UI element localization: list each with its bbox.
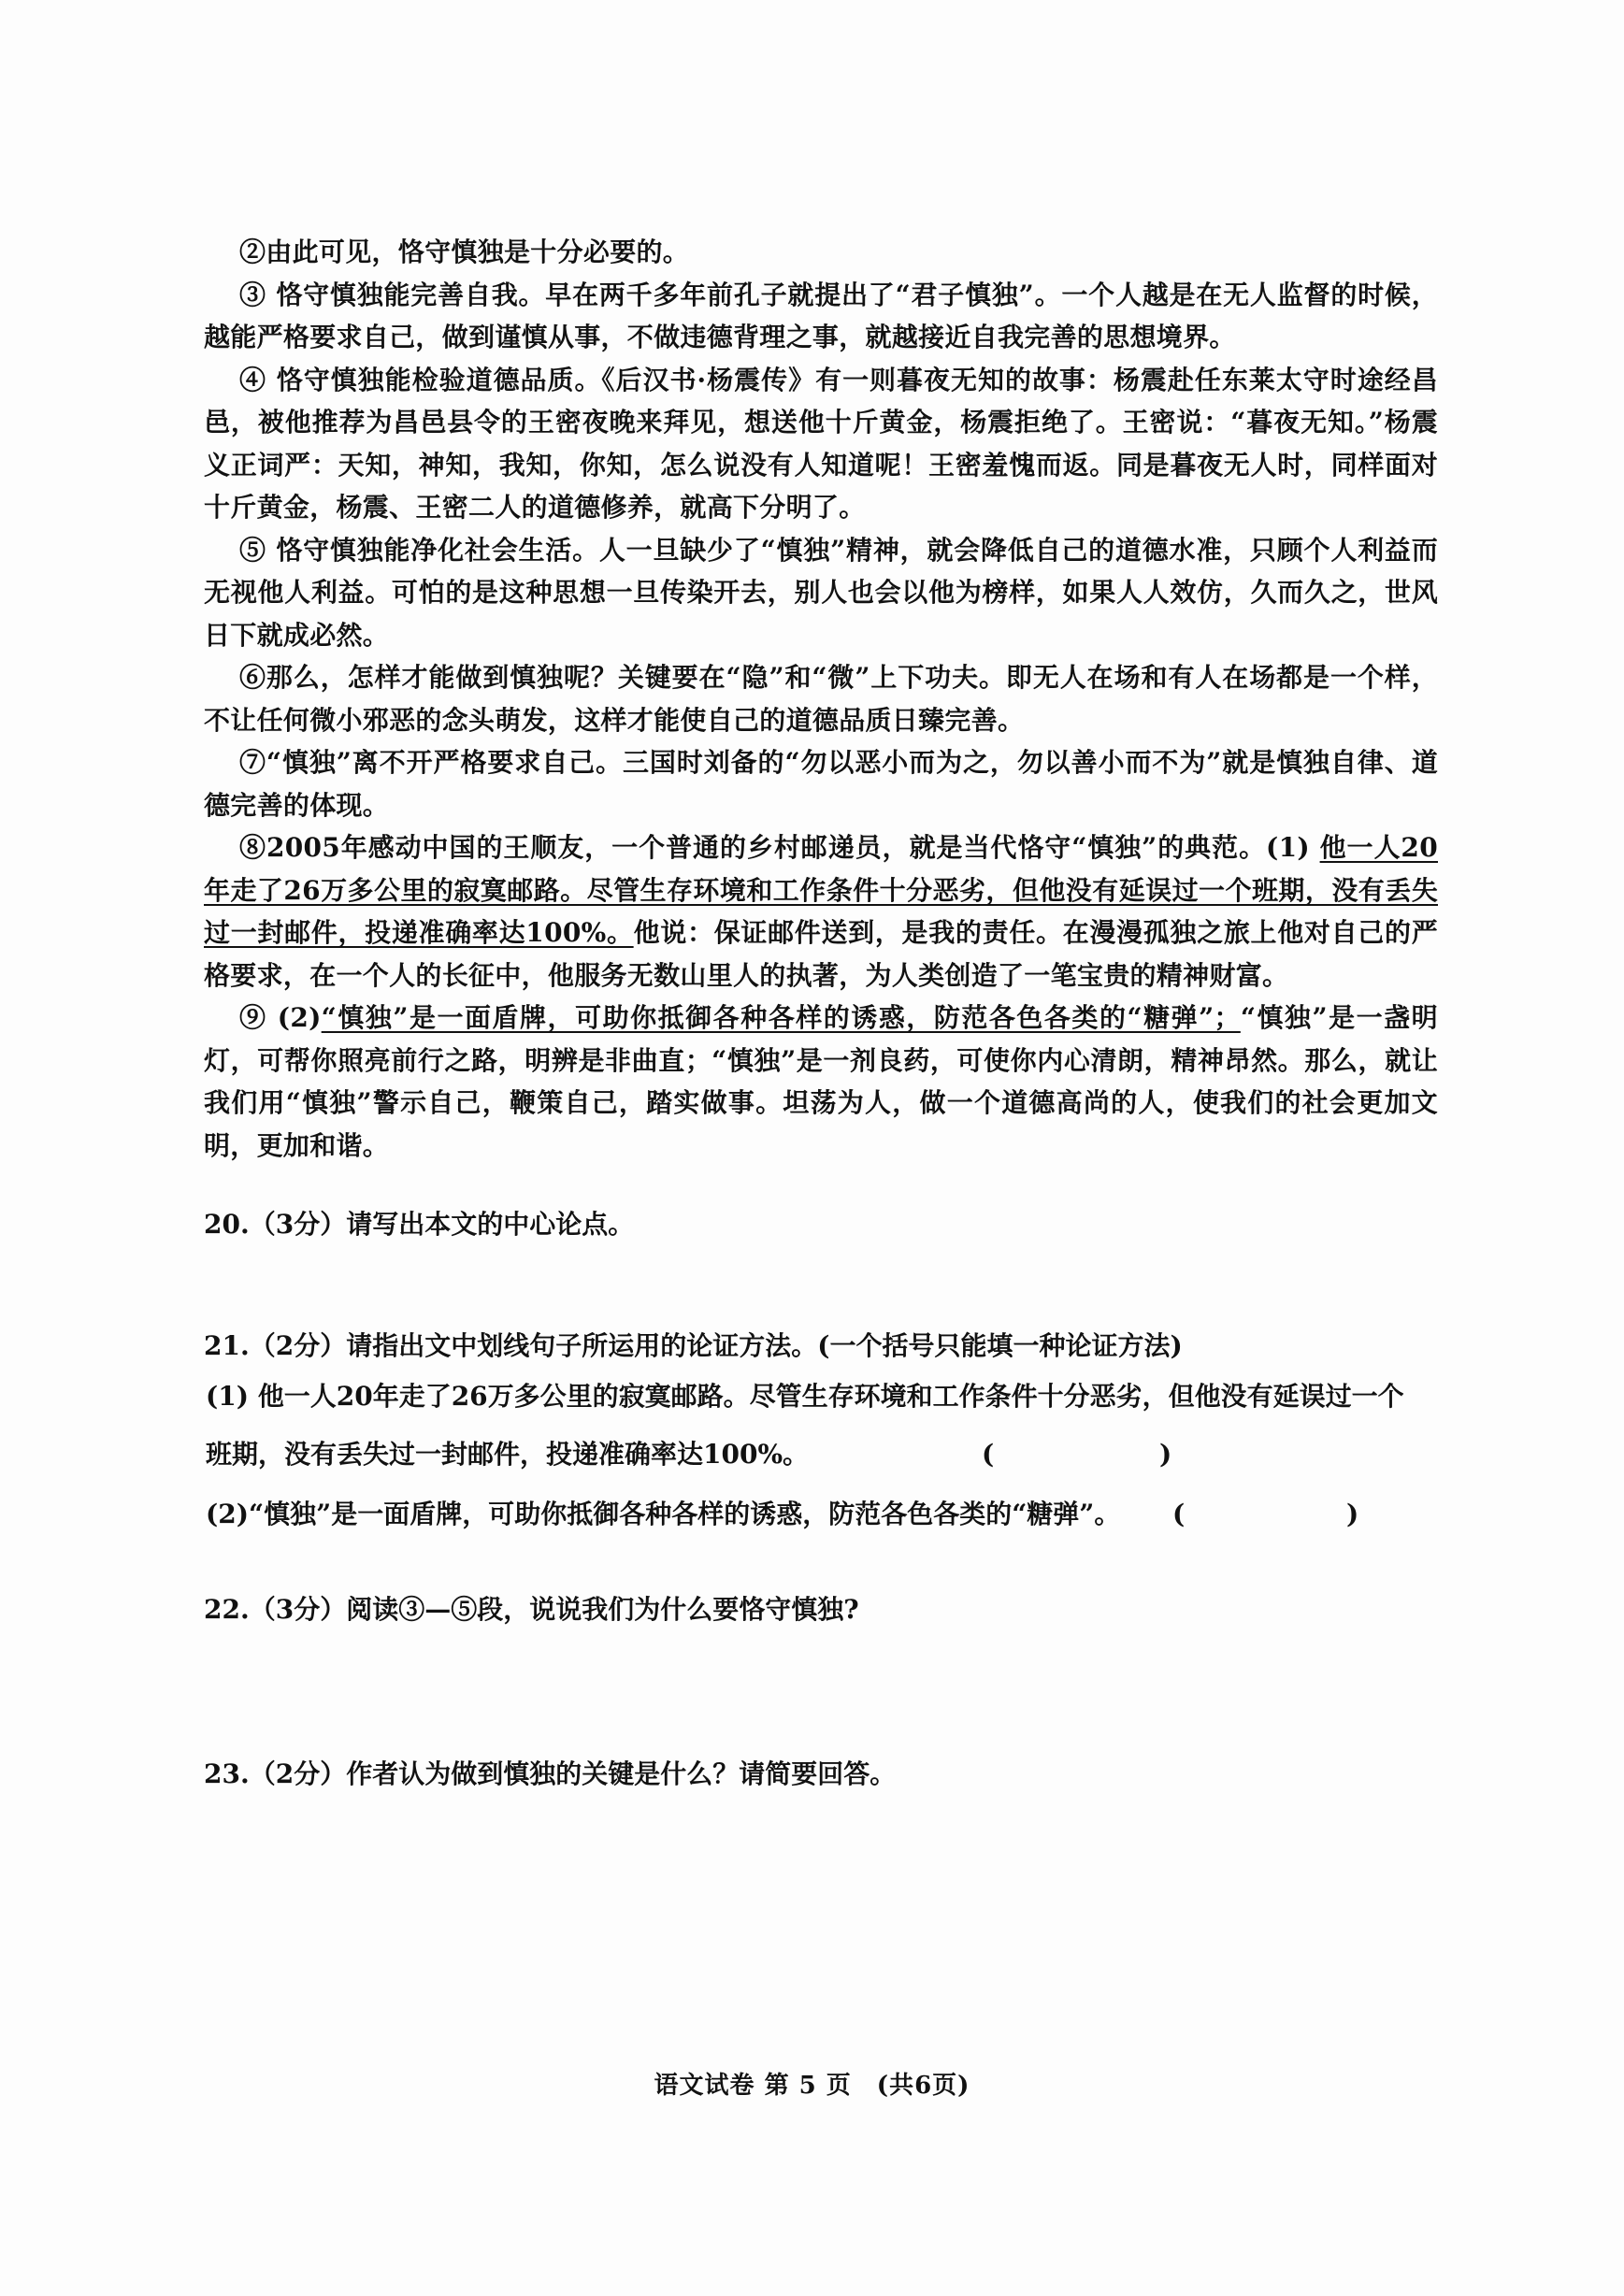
answer-blank-2-open[interactable]: ( xyxy=(1172,1499,1186,1529)
question-21-item-1-line-2 xyxy=(206,1425,1440,1485)
page-footer: 语文试卷 第 5 页 (共6页) xyxy=(654,2072,970,2100)
paragraph-6: ⑥那么，怎样才能做到慎独呢？关键要在“隐”和“微”上下功夫。即无人在场和有人在场都是一个样，不让任何微小邪恶的念头萌发，这样才能使自己的道德品质日臻完善。 xyxy=(204,662,1438,736)
underlined-sentence-1: 他一人20年走了26万多公里的寂寞邮路。尽管生存环境和工作条件十分恶劣，但他没有延误过一个班期，没有丢失过一封邮件，投递准确率达100%。 xyxy=(204,832,1438,948)
paragraph-9-marker: ⑨ (2) xyxy=(239,1002,322,1033)
paragraph-5: ⑤ 恪守慎独能净化社会生活。人一旦缺少了“慎独”精神，就会降低自己的道德水准，只顾个人利益而无视他人利益。可怕的是这种思想一旦传染开去，别人也会以他为榜样，如果人人效仿，久而久之，世风日下就成必然。 xyxy=(204,534,1438,651)
paragraph-9 xyxy=(204,997,1438,1167)
question-23: 23.（2分）作者认为做到慎独的关键是什么？请简要回答。 xyxy=(204,1758,897,1789)
question-21-item-1-line-1: (1) 他一人20年走了26万多公里的寂寞邮路。尽管生存环境和工作条件十分恶劣，但他没有延误过一个 xyxy=(206,1381,1404,1412)
paragraph-3: ③ 恪守慎独能完善自我。早在两千多年前孔子就提出了“君子慎独”。一个人越是在无人监督的时候，越能严格要求自己，做到谨慎从事，不做违德背理之事，就越接近自我完善的思想境界。 xyxy=(204,279,1438,352)
answer-blank-2-close: ) xyxy=(1346,1499,1359,1529)
underlined-sentence-2: “慎独”是一面盾牌，可助你抵御各种各样的诱惑，防范各色各类的“糖弹”； xyxy=(321,1002,1241,1033)
question-20: 20.（3分）请写出本文的中心论点。 xyxy=(204,1209,635,1240)
paragraph-8-rest: 他说：保证邮件送到，是我的责任。在漫漫孤独之旅上他对自己的严格要求，在一个人的长征中，他服务无数山里人的执著，为人类创造了一笔宝贵的精神财富。 xyxy=(204,917,1438,991)
paragraph-4: ④ 恪守慎独能检验道德品质。《后汉书·杨震传》有一则暮夜无知的故事：杨震赴任东莱太守时途经昌邑，被他推荐为昌邑县令的王密夜晚来拜见，想送他十斤黄金，杨震拒绝了。王密说：“暮夜无知。”杨震义正词严：天知，神知，我知，你知，怎么说没有人知道呢！王密羞愧而返。同是暮夜无人时，同样面对十斤黄金，杨震、王密二人的道德修养，就高下分明了。 xyxy=(204,364,1438,523)
question-21-item-2-text: (2)“慎独”是一面盾牌，可助你抵御各种各样的诱惑，防范各色各类的“糖弹”。 xyxy=(206,1499,1121,1529)
paragraph-8-intro: ⑧2005年感动中国的王顺友，一个普通的乡村邮递员，就是当代恪守“慎独”的典范。(1) xyxy=(239,832,1320,863)
article-body xyxy=(204,231,1438,1167)
answer-blank-1-open[interactable]: ( xyxy=(982,1439,995,1470)
paragraph-2: ②由此可见，恪守慎独是十分必要的。 xyxy=(239,237,690,267)
paragraph-7: ⑦“慎独”离不开严格要求自己。三国时刘备的“勿以恶小而为之，勿以善小而不为”就是慎独自律、道德完善的体现。 xyxy=(204,747,1438,821)
question-21-item-1-text: 班期，没有丢失过一封邮件，投递准确率达100%。 xyxy=(206,1439,810,1470)
question-21-item-2 xyxy=(206,1485,1440,1544)
paragraph-9-rest: “慎独”是一盏明灯，可帮你照亮前行之路，明辨是非曲直；“慎独”是一剂良药，可使你内心清朗，精神昂然。那么，就让我们用“慎独”警示自己，鞭策自己，踏实做事。坦荡为人，做一个道德高尚的人，使我们的社会更加文明，更加和谐。 xyxy=(204,1002,1438,1161)
answer-blank-1-close: ) xyxy=(1159,1439,1172,1470)
question-21: 21.（2分）请指出文中划线句子所运用的论证方法。(一个括号只能填一种论证方法) xyxy=(204,1330,1183,1361)
paragraph-8 xyxy=(204,826,1438,997)
question-22: 22.（3分）阅读③—⑤段，说说我们为什么要恪守慎独? xyxy=(204,1594,859,1625)
